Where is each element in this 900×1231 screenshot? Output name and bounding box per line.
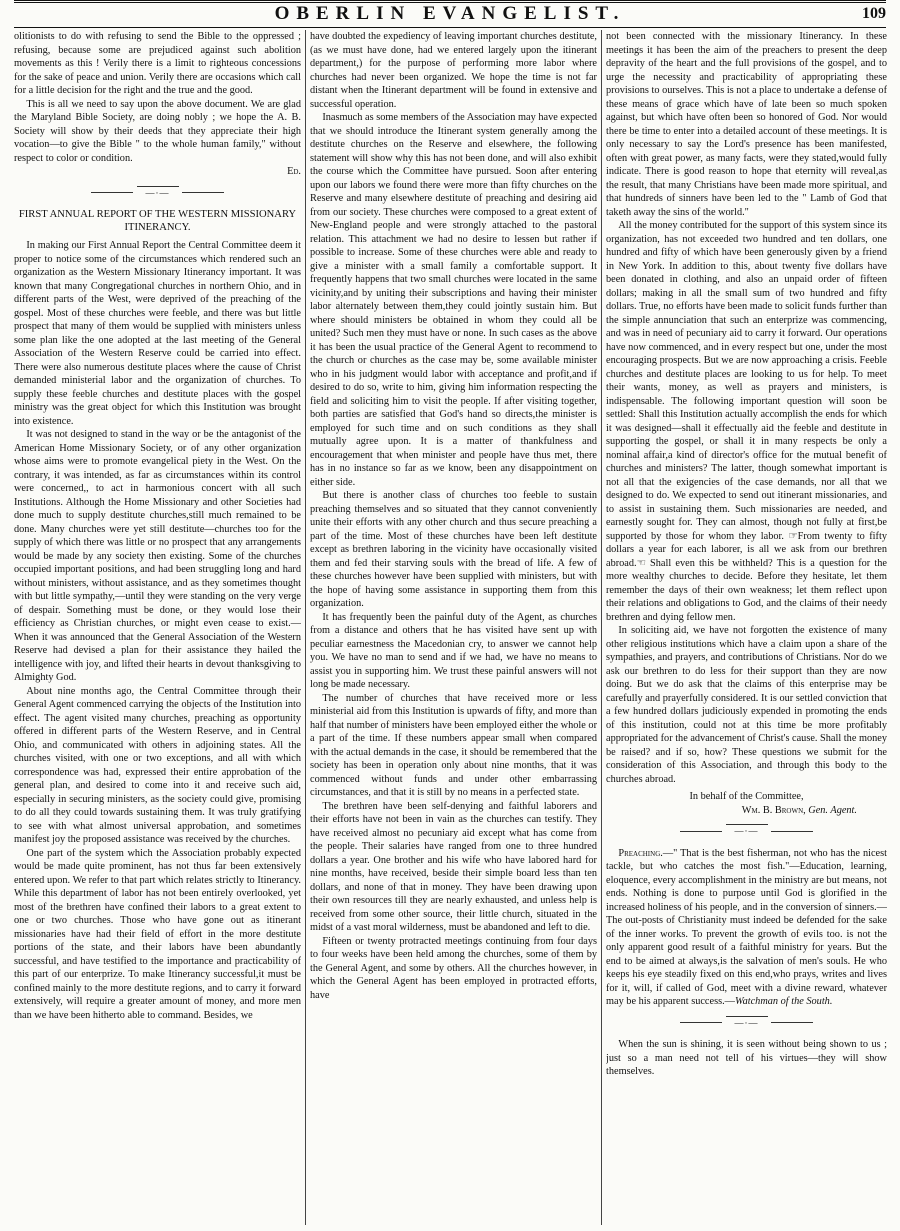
source-credit: Watchman of the South. — [734, 996, 833, 1007]
paragraph: Fifteen or twenty protracted meetings continuing from four days to four weeks have been held among the churches, some of them by the General Agent, and some by others. All the churches however, in which the General Agent has been employed in protracted efforts, have — [310, 935, 597, 1001]
paragraph: All the money contributed for the support of this system since its organization, has not exceeded two hundred and ten dollars, one hundred and fifty of which have been generously given by a friend in New York. In addition to this, about twenty five dollars have been donated in clothing, and also an unpaid order of fifteen dollars; making in all the small sum of two hundred and fifty dollars. True, no efforts have been made to solicit funds further than the simple annunciation that such an enterprize was commencing, and was in need of pecuniary aid to carry it forward. Our operations have now commenced, and in every respect but one, under the most encouraging prospects. But we are now approaching a crisis. Feeble churches and destitute places are looking to us for help. To meet their wants, money, as well as prayers and ministers, is indispensable. The following important question will soon be settled: Shall this Institution actually accomplish the ends for which it was designed—shall it effectually aid the feeble and destitute in supporting the gospel, or shall it in many respects be only a nominal affair,a kind of director's office for the mutual benefit of churches and ministers? The latter, though somewhat important is not all that the exigencies of the case demands, nor all that we designed to do. We expected to send out itinerant missionaries, and to assist in sustaining them. Such missionaries are needed, and earnestly sought for. They can almost, though not fully at first,be supported by those for whom they labor. ☞From twenty to fifty dollars a year for each laborer, is all we ask from our brethren abroad.☜ Shall even this be withheld? This is a question for the more wealthy churches to decide. Before they hesitate, let them remember the days of their own weakness; let them reflect upon their relations and obligations to God, and the claims of their needy brethren and dying fellow men. — [606, 220, 887, 623]
masthead — [14, 0, 886, 28]
paragraph: One part of the system which the Association probably expected would be made quite prominent, has not thus far been extensively entered upon. We refer to that part which relates strictly to Itinerancy. While this department of labor has not been entirely overlooked, yet most of the brethren have confined their labors to a great extent to one or two churches. Those who have gone out as itinerant missionaries have had their field of effort in the more destitute portions of the state, and their labors have been abundantly successful, and have testified to the importance and practicability of this part of our enterprize. To make Itinerancy successful,it must be confined mainly to the more destitute regions, and to carry it forward extensively, will require a greater amount of money, and more men than we have been hitherto able to command. Besides, we — [14, 847, 301, 1021]
column-3 — [606, 30, 887, 1225]
preaching-body: —" That is the best fisherman, not who has the nicest tackle, but who catches the most fish."—Education, learning, eloquence, every accomplishment in the ministry are but means, not ends. Nothing is done to purpose until God is glorified in the increased holiness of his people, and in the conversion of sinners.—The out-posts of Christianity must indeed be defended for the sake of the inner works. To prevent the growth of evils too. is not the only apparent good result of a faithful ministry for years. But the end to be aimed at always,is the salvation of men's souls. He who keeps his eye steadily fixed on this end,who prays, writes and lives for it, will, if called of God, meet with a divine reward, whatever may be his apparent success.— — [606, 847, 887, 1007]
signature-line: In behalf of the Committee, — [689, 791, 804, 802]
section-separator: —·— — [14, 186, 301, 201]
committee-signature — [606, 790, 887, 817]
paragraph: It has frequently been the painful duty of the Agent, as churches from a distance and others that he has visited have sent up with peculiar earnestness the Macedonian cry, to answer we cannot help you. We have no man to send and if we had, we have no means to assist you in supporting him. We trust these painful answers will not long be made necessary. — [310, 611, 597, 690]
editor-signature: Ed. — [287, 166, 301, 177]
paragraph: The number of churches that have received more or less ministerial aid from this Institution is upwards of fifty, and more than half that number of ministers have been employed either the whole or a part of the time. If these numbers appear small when compared with the actual demands in the case, it should be remembered that the society has been in operation only about nine months, that it was commenced without funds and under other embarrassing circumstances, and that it is still by no means in a perfected state. — [310, 692, 597, 798]
paragraph: The brethren have been self-denying and faithful laborers and their efforts have not been in vain as the churches can testify. They have received almost no pecuniary aid except what has come from the people. Their salaries have ranged from one to three hundred dollars a year. One brother and his wife who have labored hard for nine months, have received, beside their simple board less than ten dollars, and none of that in money. They have been drawing upon their own resources till they are nearly exhausted, and unless help is received from some other source, their little church, situated in the midst of a vast moral wilderness, must be abandoned and left to die. — [310, 800, 597, 933]
paragraph: This is all we need to say upon the above document. We are glad the Maryland Bible Society, are doing nobly ; we hope the A. B. Society will show by their deeds that they appreciate their high vocation—to give the Bible " to the whole human family," without respect to color or condition. — [14, 98, 301, 164]
paragraph: In soliciting aid, we have not forgotten the existence of many other religious institutions which have a claim upon a share of the sympathies, and prayers, and contributions of Christians. Nor do we ask our brethren to do less for their support than they are now doing. But we do ask that the claims of this enterprise may be carefully and prayerfully considered. It is our settled conviction that a few hundred dollars judiciously expended in promoting the ends of this institution, could not at this time be more profitably appropriated for the advancement of Christ's cause. Shall the money be raised? and if so, how? These questions we submit for the consideration of this Association, and through this body to the churches abroad. — [606, 625, 887, 785]
page-number: 109 — [862, 5, 886, 22]
paragraph: have doubted the expediency of leaving important churches destitute, (as we must have done, had we entered largely upon the itinerant department,) for the purpose of performing more labor where churches had never been organized. We hope the time is not far distant when the Itinerant department will be found in extensive and successful operation. — [310, 31, 597, 110]
paragraph: olitionists to do with refusing to send the Bible to the oppressed ; refusing, because some are prejudiced against such abolition movements as this ! Verily there is a limit to righteous concessions for the sake of peace and union. Verily there are occasions which call for a little decision for the right and the true and the good. — [14, 31, 301, 96]
article-heading: FIRST ANNUAL REPORT OF THE WESTERN MISSIONARY ITINERANCY. — [18, 209, 297, 233]
signature-name-line — [606, 804, 887, 818]
preaching-paragraph — [606, 847, 887, 1009]
column-rule-1 — [305, 30, 306, 1225]
paragraph: About nine months ago, the Central Committee through their General Agent commenced carrying the objects of the Institution into effect. The agent visited many churches, preaching as opportunity offered in different parts of the Western Reserve, and in Central Ohio, and communicated with others in adjoining states. All the churches visited, with one or two exceptions, and all with which correspondence was had, expressed their entire approbation of the general plan, and desired to come into it and receive such aid, especially in securing ministers, as the society could give, promising to do all they could towards sustaining them. It was truly gratifying to see with what almost universal approbation, and sometimes manifest joy the proposed assistance was received by the churches. — [14, 685, 301, 845]
signature-name: Wm. B. Brown, — [741, 804, 806, 816]
column-2 — [310, 30, 597, 1225]
column-1 — [14, 30, 301, 1225]
paragraph: In making our First Annual Report the Central Committee deem it proper to notice some of the circumstances which rendered such an organization as the Western Missionary Itinerancy important. It was known that many Congregational churches in northern Ohio, and in different parts of the West, were deprived of the preaching of the gospel. Most of these churches were feeble, and there was but little prospect that many of them would be supplied with ministers unless some plan like the one adopted at the last meeting of the General Association of the Western Reserve could be carried into effect. There were also numerous destitute places where the cause of Christ demanded ministerial labor and the organization of churches. To supply these feeble churches and destitute places with the gospel ministry was the great object for which this Institution was brought into existence. — [14, 240, 301, 427]
signature-title: Gen. Agent. — [808, 804, 857, 816]
paragraph: When the sun is shining, it is seen without being shown to us ; just so a man need not tell of his virtues—they will show themselves. — [606, 1039, 887, 1077]
paragraph: not been connected with the missionary Itinerancy. In these meetings it has been the aim of the preachers to present the deep depravity of the heart and the full provisions of the gospel, and to urge the necessity and practicability of appropriating these provisions to ourselves. This is not a place to undertake a defense of these means of grace which have of late been so much spoken against, but which have often been so honored of God. Nor would there be time to enter into a detailed account of these meetings. It is only necessary to say the Lord's presence has been manifested, often with great power, as many facts, were they stated,would fully indicate. There is good reason to hope that eternity will reveal,as the result, that many Christians have been made more spiritual, and that hundreds of sinners have been led to the " Lamb of God that taketh away the sins of the world." — [606, 31, 887, 218]
column-rule-2 — [601, 30, 602, 1225]
section-separator: —·— — [606, 1016, 887, 1031]
section-separator: —·— — [606, 824, 887, 839]
masthead-title: OBERLIN EVANGELIST. — [274, 3, 626, 24]
paragraph: But there is another class of churches too feeble to sustain preaching themselves and so situated that they cannot conveniently unite their efforts with any other church and thus secure preaching a part of the time. Most of these churches have been left destitute except as brethren laboring in the vicinity have occasionally visited them and fed their starving souls with the bread of life. A few of these churches however have been supplied with ministers, but with the hope of having some assistance in supporting them from this organization. — [310, 490, 597, 609]
runin-heading: Preaching. — [618, 847, 663, 859]
paragraph: Inasmuch as some members of the Association may have expected that we should introduce the Itinerant system generally among the destitute churches on the Reserve and elsewhere, the following statement will show why this has not been done, and will also exhibit the course which the Committee have pursued. Soon after entering upon our labors we found there were more than fifty churches on the Reserve and many elsewhere destitute of preaching and desiring aid from our society. These churches were composed to a great extent of New-England people and were strongly attached to the pastoral relation. This attachment we had no desire to lessen but rather if possible to increase. Some of these churches were able and ready to give a minister with a small family a comfortable support. It frequently happens that two small churches were located in the same vicinity,and by uniting their subscriptions and having their minister labor alternately between them,they could jointly sustain him. But where should ministers be obtained in whom they could all be united? Such men they must have or none. In such cases as the above it has been the usual practice of the General Agent to recommend to the church or churches as the case may be, some available minister who in his judgment would labor with acceptance and profit,and if desired to do so, write to him, giving him information respecting the field and soliciting him to visit the people. If after visiting together, both parties are satisfied that God's hand so directs,the minister is employed for such time and on such conditions as they shall mutually agree upon. It is a matter of thankfulness and encouragement that when minister and people have thus met, there has in no instance so far as we know, been any disappointment on either side. — [310, 112, 597, 488]
paragraph: It was not designed to stand in the way or be the antagonist of the American Home Missionary Society, or of any other organization whose aims were to promote evangelical piety in the West. On the contrary, it was intended, as far as circumstances within its control were concerned,, to act in harmonious concert with all such Institutions. Although the Home Missionary and other Societies had done much to supply destitute churches,still much remained to be done. Many churches were yet still destitute—churches too for the supply of which there was little or no prospect that any arrangements would be made by any society then existing. Some of the churches occupied important positions, and had been struggling long and hard without ministers, without assistance, and as they sometimes thought with but little sympathy,—until they were standing on the very verge of despair. Something must be done, or they would lose their efficiency as Christian churches, or might even cease to exist.—When it was announced that the General Association of the Western Reserve had devised a plan for their assistance they hailed the intelligence with joy, and lifted their hearts in devout thanksgiving to Almighty God. — [14, 429, 301, 683]
